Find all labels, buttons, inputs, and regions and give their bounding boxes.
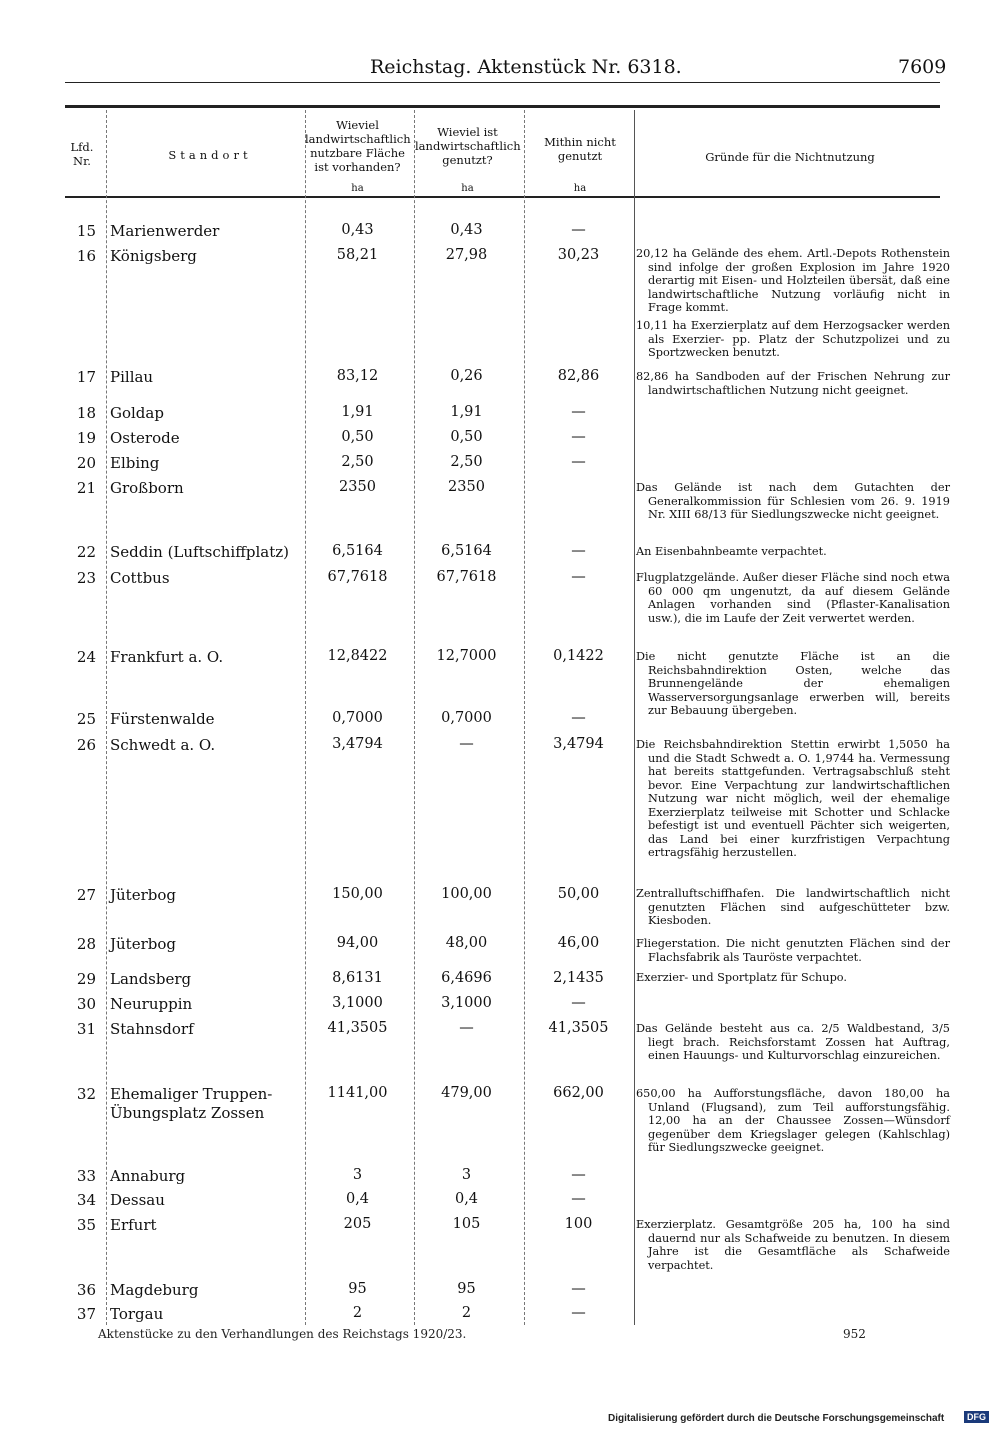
location-name: Schwedt a. O. [110,736,216,754]
unused-area: 82,86 [557,368,600,384]
usable-area: 1,91 [341,404,374,420]
nonuse-reason: Das Gelände ist nach dem Gutachten der Generalkommission für Schlesien vom 26. 9. 1919 Nr. XIII 68/13 für Siedlungszwecke nicht geeignet. [636,481,950,521]
usable-area: 1141,00 [327,1085,388,1101]
row-number: 23 [76,569,96,587]
row-number: 25 [76,710,96,728]
row-number: 27 [76,886,96,904]
usable-area: 6,5164 [332,543,383,559]
nonuse-reason: Flugplatzgelände. Außer dieser Fläche sind noch etwa 60 000 qm ungenutzt, da auf diesem Gelände Anlagen vorhanden sind (Pflaster-Kanalisation usw.), die im Laufe der Zeit verwertet werden. [636,571,950,625]
location-name: Annaburg [110,1167,186,1185]
row-number: 15 [76,222,96,240]
row-number: 33 [76,1167,96,1185]
used-area: 2 [461,1305,472,1321]
used-area: 2350 [448,479,485,495]
usable-area: 67,7618 [327,569,388,585]
used-area: 6,5164 [441,543,492,559]
row-number: 22 [76,543,96,561]
nonuse-reason: 10,11 ha Exerzierplatz auf dem Herzogsacker werden als Exerzier- pp. Platz der Schutzpolizei und zu Sportzwecken benutzt. [636,319,950,359]
used-area: — [459,1020,474,1036]
nonuse-reason: An Eisenbahnbeamte verpachtet. [636,545,827,558]
column-divider [524,110,525,1325]
footer-source: Aktenstücke zu den Verhandlungen des Reichstags 1920/23. [98,1327,467,1341]
used-area: 67,7618 [436,569,497,585]
usable-area: 0,43 [341,222,374,238]
unused-area: 50,00 [557,886,600,902]
nonuse-reason: 82,86 ha Sandboden auf der Frischen Nehrung zur landwirtschaftlichen Nutzung nicht geeignet. [636,370,950,397]
usable-area: 83,12 [336,368,379,384]
used-area: 0,4 [454,1191,479,1207]
location-name: Dessau [110,1191,165,1209]
nonuse-reason: 650,00 ha Aufforstungsfläche, davon 180,00 ha Unland (Flugsand), zum Teil aufforstungsfähig. 12,00 ha an der Chaussee Zossen—Wünsdorf gegenüber dem Kriegslager gelegen (Kahlschlag) für Siedlungszwecke geeignet. [636,1087,950,1154]
nonuse-reason: Fliegerstation. Die nicht genutzten Flächen sind der Flachsfabrik als Tauröste verpachtet. [636,937,950,964]
row-number: 16 [76,247,96,265]
location-name: Ehemaliger Truppen-Übungsplatz Zossen [110,1085,273,1122]
nonuse-reason: Das Gelände besteht aus ca. 2/5 Waldbestand, 3/5 liegt brach. Reichsforstamt Zossen hat Auftrag, einen Hauungs- und Kulturvorschlag einzureichen. [636,1022,950,1062]
nonuse-reason: Exerzier- und Sportplatz für Schupo. [636,971,848,984]
used-area: 0,43 [450,222,483,238]
row-number: 35 [76,1216,96,1234]
used-area: 0,7000 [441,710,492,726]
unused-area: — [571,543,586,559]
location-name: Großborn [110,479,184,497]
nonuse-reason: Zentralluftschiffhafen. Die landwirtschaftlich nicht genutzten Flächen sind aufgeschütteter bzw. Kiesboden. [636,887,950,927]
used-area: 105 [452,1216,481,1232]
location-name: Jüterbog [110,886,176,904]
row-number: 19 [76,429,96,447]
used-area: — [459,736,474,752]
location-name: Osterode [110,429,180,447]
unit-ha: ha [573,183,587,194]
unit-ha: ha [351,183,364,194]
unused-area: 41,3505 [548,1020,609,1036]
unused-area: — [571,1167,586,1183]
table-header-rule [65,196,940,198]
location-name: Neuruppin [110,995,193,1013]
dfg-logo: DFG [964,1411,989,1423]
unused-area: — [571,222,586,238]
row-number: 29 [76,970,96,988]
column-divider [106,110,107,1325]
used-area: 3,1000 [441,995,492,1011]
location-name: Magdeburg [110,1281,199,1299]
used-area: 479,00 [441,1085,492,1101]
used-area: 48,00 [445,935,488,951]
footer-number: 952 [843,1327,866,1341]
location-name: Fürstenwalde [110,710,215,728]
digitization-credit: Digitalisierung gefördert durch die Deutsche Forschungsgemeinschaft [608,1413,945,1424]
row-number: 30 [76,995,96,1013]
usable-area: 2350 [339,479,376,495]
usable-area: 0,50 [341,429,374,445]
row-number: 26 [76,736,96,754]
usable-area: 41,3505 [327,1020,388,1036]
location-name: Marienwerder [110,222,220,240]
unused-area: — [571,1281,586,1297]
col-header-nutzbar: Wieviel landwirtschaftlich nutzbare Fläche ist vorhanden? [305,118,411,174]
nonuse-reason: 20,12 ha Gelände des ehem. Artl.-Depots Rothenstein sind infolge der großen Explosion im Jahre 1920 derartig mit Eisen- und Holzteilen übersät, daß eine landwirtschaftliche Nutzung vorläufig nicht in Frage kommt. [636,247,950,314]
usable-area: 58,21 [336,247,379,263]
unused-area: — [571,1191,586,1207]
usable-area: 205 [343,1216,372,1232]
usable-area: 94,00 [336,935,379,951]
running-title: Reichstag. Aktenstück Nr. 6318. [370,56,682,78]
col-header-gruende: Gründe für die Nichtnutzung [705,150,875,164]
used-area: 6,4696 [441,970,492,986]
used-area: 3 [461,1167,472,1183]
location-name: Elbing [110,454,160,472]
unused-area: — [571,995,586,1011]
unused-area: — [571,404,586,420]
col-header-genutzt: Wieviel ist landwirtschaftlich genutzt? [415,125,521,167]
usable-area: 3,4794 [332,736,383,752]
location-name: Erfurt [110,1216,157,1234]
used-area: 27,98 [445,247,488,263]
unused-area: — [571,569,586,585]
location-name: Pillau [110,368,154,386]
unused-area: 662,00 [553,1085,604,1101]
nonuse-reason: Die nicht genutzte Fläche ist an die Reichsbahndirektion Osten, welche das Brunnengelände der ehemaligen Wasserversorgungsanlage erwerben will, bereits zur Bebauung übergeben. [636,650,950,717]
used-area: 95 [457,1281,476,1297]
unused-area: — [571,454,586,470]
location-name: Seddin (Luftschiffplatz) [110,543,289,561]
usable-area: 12,8422 [327,648,388,664]
usable-area: 3,1000 [332,995,383,1011]
unused-area: 2,1435 [553,970,604,986]
unused-area: 30,23 [557,247,600,263]
usable-area: 3 [352,1167,363,1183]
unused-area: — [571,429,586,445]
usable-area: 150,00 [332,886,383,902]
location-name: Stahnsdorf [110,1020,194,1038]
nonuse-reason: Die Reichsbahndirektion Stettin erwirbt 1,5050 ha und die Stadt Schwedt a. O. 1,9744 ha. Vermessung hat bereits stattgefunden. Vertragsabschluß steht bevor. Eine Verpachtung zur landwirtschaftlichen Nutzung war nicht möglich, weil der ehemalige Exerzierplatz teilweise mit Schotter und Schlacke befestigt ist und eventuell Pächter sich weigerten, das Land bei einer kurzfristigen Verpachtung ertragsfähig herzustellen. [636,738,950,859]
row-number: 17 [76,368,96,386]
row-number: 28 [76,935,96,953]
page-number: 7609 [898,56,947,78]
header-rule [65,82,940,83]
row-number: 31 [76,1020,96,1038]
unused-area: 100 [564,1216,593,1232]
usable-area: 8,6131 [332,970,383,986]
location-name: Landsberg [110,970,192,988]
row-number: 36 [76,1281,96,1299]
row-number: 32 [76,1085,96,1103]
unused-area: 0,1422 [553,648,604,664]
location-name: Königsberg [110,247,197,265]
unused-area: 3,4794 [553,736,604,752]
column-divider [634,110,635,1325]
usable-area: 0,7000 [332,710,383,726]
used-area: 100,00 [441,886,492,902]
location-name: Goldap [110,404,164,422]
row-number: 20 [76,454,96,472]
row-number: 18 [76,404,96,422]
row-number: 34 [76,1191,96,1209]
table-top-rule [65,105,940,108]
used-area: 12,7000 [436,648,497,664]
used-area: 0,26 [450,368,483,384]
used-area: 2,50 [450,454,483,470]
unused-area: 46,00 [557,935,600,951]
location-name: Cottbus [110,569,170,587]
row-number: 21 [76,479,96,497]
unit-ha: ha [461,183,474,194]
col-header-standort: Standort [168,148,252,162]
usable-area: 0,4 [345,1191,370,1207]
used-area: 1,91 [450,404,483,420]
unused-area: — [571,1305,586,1321]
row-number: 24 [76,648,96,666]
nonuse-reason: Exerzierplatz. Gesamtgröße 205 ha, 100 ha sind dauernd nur als Schafweide zu benutzen. In diesem Jahre ist die Gesamtfläche als Schafweide verpachtet. [636,1218,950,1272]
location-name: Frankfurt a. O. [110,648,224,666]
used-area: 0,50 [450,429,483,445]
usable-area: 95 [348,1281,367,1297]
location-name: Jüterbog [110,935,176,953]
col-header-nicht-genutzt: Mithin nicht genutzt [544,135,616,163]
col-header-nr: Lfd. Nr. [70,140,94,168]
unused-area: — [571,710,586,726]
row-number: 37 [76,1305,96,1323]
usable-area: 2,50 [341,454,374,470]
usable-area: 2 [352,1305,363,1321]
location-name: Torgau [110,1305,164,1323]
